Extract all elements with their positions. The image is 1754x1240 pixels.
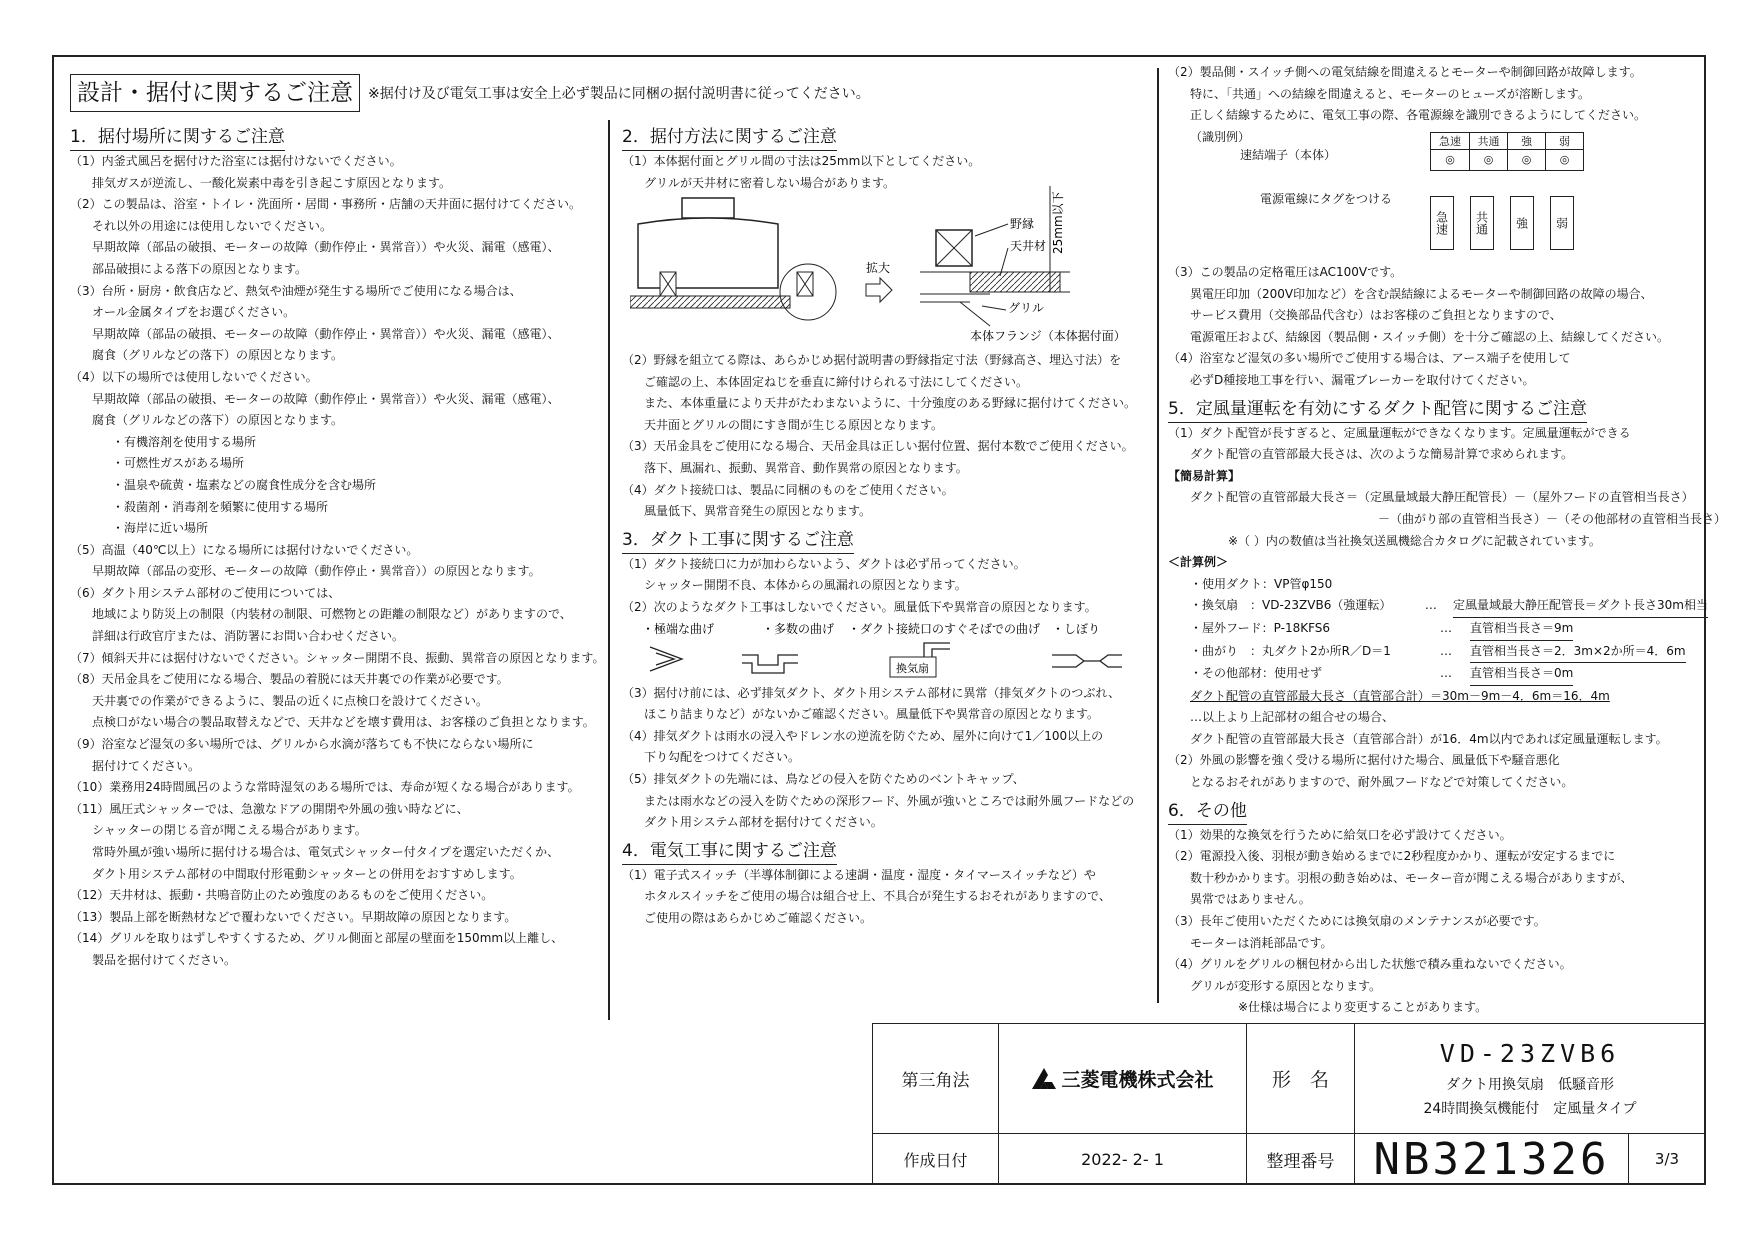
text-line: （識別例） [1190, 129, 1251, 144]
text-line: 異常ではありません。 [1190, 892, 1311, 907]
wire-tag: 急速 [1430, 196, 1454, 250]
bullet-item: ・殺菌剤・消毒剤を頻繁に使用する場所 [112, 499, 329, 514]
item-text: （2）製品側・スイッチ側への電気結線を間違えるとモーターや制御回路が故障します。 [1168, 65, 1642, 79]
company-cell [999, 1024, 1247, 1134]
column-divider-1 [608, 120, 610, 1020]
wire-tag: 強 [1510, 196, 1534, 250]
text-line: ＜計算例＞ [1168, 555, 1229, 570]
wire-tag: 弱 [1550, 196, 1574, 250]
text-line: 腐食（グリルなどの落下）の原因となります。 [92, 348, 344, 363]
text-line: 部品破損による落下の原因となります。 [92, 261, 308, 276]
text-line: 下り勾配をつけてください。 [644, 750, 801, 765]
text-line: 必ずD種接地工事を行い、漏電ブレーカーを取付けてください。 [1190, 372, 1535, 387]
text-line: シャッター開閉不良、本体からの風漏れの原因となります。 [644, 578, 967, 593]
text-line: 点検口がない場合の製品取替えなどで、天井などを壊す費用は、お客様のご負担となります。 [92, 715, 595, 730]
model-desc-2: 24時間換気機能付 定風量タイプ [1423, 1101, 1637, 1117]
seiri-label: 整理番号 [1247, 1134, 1355, 1184]
section-heading-row [1168, 392, 1708, 423]
text-line: ご使用の際はあらかじめご確認ください。 [644, 910, 873, 925]
section-heading: 5．定風量運転を有効にするダクト配管に関するご注意 [1168, 396, 1587, 423]
section-heading: 1．据付場所に関するご注意 [70, 124, 285, 151]
text-line: 地域により防災上の制限（内装材の制限、可燃物との距離の制限など）がありますので、 [92, 607, 572, 622]
section-heading-row [622, 834, 1152, 865]
section-heading: 6．その他 [1168, 798, 1247, 825]
item-text: （12）天井材は、振動・共鳴音防止のため強度のあるものをご使用ください。 [70, 888, 494, 903]
near-bend-icon [924, 643, 950, 657]
section-heading: 4．電気工事に関するご注意 [622, 838, 837, 865]
text-line: ホタルスイッチをご使用の場合は組合せ上、不具合が発生するおそれがありますので、 [644, 889, 1111, 904]
terminal-screw-icon: ◎ [1521, 153, 1532, 166]
item-text: （3）据付け前には、必ず排気ダクト、ダクト用システム部材に異常（排気ダクトのつぶれ、 [622, 685, 1121, 700]
item-text: （3）台所・厨房・飲食店など、熱気や油煙が発生する場所でご使用になる場合は、 [70, 283, 522, 298]
text-line: 製品を据付けてください。 [92, 952, 237, 967]
item-text: （5）排気ダクトの先端には、鳥などの侵入を防ぐためのベントキャップ、 [622, 771, 1025, 786]
text-line: －（曲がり部の直管相当長さ）－（その他部材の直管相当長さ） [1378, 511, 1727, 526]
terminal-col [1469, 133, 1507, 170]
installation-diagram [630, 176, 1140, 348]
item-text: （3）天吊金具をご使用になる場合、天吊金具は正しい据付位置、据付本数でご使用ください。 [622, 439, 1134, 454]
nobuchi-label: 野縁 [1010, 217, 1035, 231]
text-line: 早期故障（部品の破損、モーターの故障（動作停止・異常音））や火災、漏電（感電）、 [92, 326, 560, 341]
text-line: 腐食（グリルなどの落下）の原因となります。 [92, 413, 344, 428]
text-line: 正しく結線するために、電気工事の際、各電源線を識別できるようにしてください。 [1190, 108, 1647, 123]
calc-b: … [1440, 666, 1452, 681]
projection-cell: 第三角法 [873, 1024, 999, 1134]
item-text: （6）ダクト用システム部材のご使用については、 [70, 585, 341, 600]
terminal-screw-icon: ◎ [1483, 153, 1494, 166]
tenjo-label: 天井材 [1010, 239, 1047, 253]
text-line: となるおそれがありますので、耐外風フードなどで対策してください。 [1190, 775, 1574, 790]
item-text: （1）ダクト接続口に力が加わらないよう、ダクトは必ず吊ってください。 [622, 556, 1026, 571]
text-line: また、本体重量により天井がたわまないように、十分強度のある野縁に据付けてください。 [644, 396, 1137, 411]
item-text: （2）電源投入後、羽根が動き始めるまでに2秒程度かかり、運転が安定するまでに [1168, 849, 1616, 864]
wire-tags [1430, 196, 1574, 250]
text-line: ※（ ）内の数値は当社換気送風機総合カタログに記載されています。 [1228, 533, 1601, 548]
section-1-column [70, 120, 605, 972]
terminal-col-label: 急速 [1431, 133, 1469, 150]
text-line: 電源電圧および、結線図（製品側・スイッチ側）を十分ご確認の上、結線してください。 [1190, 329, 1670, 344]
terminal-table [1430, 132, 1584, 171]
calc-a: ・換気扇 ：VD-23ZVB6（強運転） [1190, 598, 1392, 613]
multi-bend-icon [742, 655, 798, 673]
item-text: （9）浴室など湿気の多い場所では、グリルから水滴が落ちても不快にならない場所に [70, 737, 534, 752]
terminal-label: 速結端子（本体） [1240, 148, 1337, 162]
text-line: モーターは消耗部品です。 [1190, 935, 1333, 950]
calc-row [1168, 595, 1708, 618]
text-line: ほこり詰まりなど）がないかご確認ください。風量低下や異常音の原因となります。 [644, 707, 1100, 722]
text-line: シャッターの閉じる音が聞こえる場合があります。 [92, 823, 367, 838]
terminal-col [1545, 133, 1583, 170]
calc-row [1168, 618, 1708, 641]
terminal-screw-icon: ◎ [1445, 153, 1455, 166]
text-line: ダクト配管の直管部最大長さ＝（定風量域最大静圧配管長）－（屋外フードの直管相当長さ） [1190, 490, 1694, 505]
text-line: 天井面とグリルの間にすき間が生じる原因となります。 [644, 417, 944, 432]
model-cell [1355, 1024, 1705, 1134]
item-text: （8）天吊金具をご使用になる場合、製品の着脱には天井裏での作業が必要です。 [70, 672, 509, 687]
text-line: 早期故障（部品の破損、モーターの故障（動作停止・異常音））や火災、漏電（感電）、 [92, 391, 560, 406]
section-heading: 2．据付方法に関するご注意 [622, 124, 837, 151]
item-text: （2）次のようなダクト工事はしないでください。風量低下や異常音の原因となります。 [622, 599, 1097, 614]
text-line: グリルが変形する原因となります。 [1190, 978, 1382, 993]
text-line: 落下、風漏れ、振動、異常音、動作異常の原因となります。 [644, 460, 968, 475]
date-value: 2022- 2- 1 [999, 1134, 1247, 1184]
calc-row [1168, 663, 1708, 686]
grill-label: グリル [1008, 301, 1045, 315]
duct-box-label: 換気扇 [896, 661, 929, 675]
item-text: （1）内釜式風呂を据付けた浴室には据付けないでください。 [70, 154, 402, 168]
duct-label-a: ・極端な曲げ [642, 621, 715, 636]
item-text: （13）製品上部を断熱材などで覆わないでください。早期故障の原因となります。 [70, 909, 517, 924]
text-line: 【簡易計算】 [1168, 468, 1241, 483]
page-number: 3/3 [1654, 1150, 1680, 1168]
text-line: それ以外の用途には使用しないでください。 [92, 218, 333, 233]
wiring-identification-example [1210, 132, 1680, 260]
item-text: （1）電子式スイッチ（半導体制御による速調・温度・湿度・タイマースイッチなど）や [622, 867, 1096, 882]
text-line: または雨水などの浸入を防ぐための深形フード、外風が強いところでは耐外風フードなどの [644, 793, 1135, 808]
kakudai-label: 拡大 [866, 261, 891, 275]
text-line: オール金属タイプをお選びください。 [92, 305, 296, 320]
bullet-item: ・海岸に近い場所 [112, 521, 209, 536]
calc-a: ・屋外フード：P-18KFS6 [1190, 620, 1331, 635]
section-5-6-column [1168, 262, 1727, 1019]
text-line: 風量低下、異常音発生の原因となります。 [644, 504, 872, 519]
item-text: （4）浴室など湿気の多い場所でご使用する場合は、アース端子を使用して [1168, 351, 1571, 366]
column-divider-2 [1157, 68, 1159, 1003]
item-text: （3）この製品の定格電圧はAC100Vです。 [1168, 265, 1403, 279]
title-block [872, 1023, 1706, 1185]
item-text: （2）この製品は、浴室・トイレ・洗面所・居間・事務所・店舗の天井面に据付けてください。 [70, 197, 582, 212]
calc-a: ・その他部材：使用せず [1190, 666, 1323, 681]
item-text: （10）業務用24時間風呂のような常時湿気のある場所では、寿命が短くなる場合があります。 [70, 780, 580, 795]
terminal-col-label: 弱 [1546, 133, 1583, 150]
duct-label-d: ・しぼり [1052, 621, 1101, 636]
terminal-col [1507, 133, 1545, 170]
header-note: ※据付け及び電気工事は安全上必ず製品に同梱の据付説明書に従ってください。 [368, 86, 870, 102]
tag-label: 電源電線にタグをつける [1260, 192, 1393, 206]
text-line: ダクト配管の直管部最大長さ（直管部合計）＝30m－9m－4．6m＝16．4m [1190, 688, 1610, 703]
dim-label: 25mm以下 [1051, 191, 1065, 254]
duct-bad-examples [622, 619, 1152, 683]
katamei-label: 形 名 [1247, 1024, 1355, 1134]
text-line: ※仕様は場合により変更することがあります。 [1238, 1000, 1488, 1015]
item-text: （1）効果的な換気を行うために給気口を必ず設けてください。 [1168, 827, 1512, 842]
text-line: ダクト配管の直管部最大長さは、次のような簡易計算で求められます。 [1190, 447, 1574, 462]
item-text: （11）風圧式シャッターでは、急激なドアの開閉や外風の強い時などに、 [70, 801, 469, 816]
constriction-icon [1052, 655, 1122, 667]
model-number: VD-23ZVB6 [1439, 1039, 1621, 1068]
text-line: ダクト配管の直管部最大長さ（直管部合計）が16．4m以内であれば定風量運転します。 [1190, 731, 1668, 746]
text-line: 据付けてください。 [92, 758, 201, 773]
text-line: 特に、「共通」への結線を間違えると、モーターのヒューズが溶断します。 [1190, 86, 1590, 101]
item-text: （14）グリルを取りはずしやすくするため、グリル側面と部屋の壁面を150mm以上離し、 [70, 931, 564, 946]
model-desc-1: ダクト用換気扇 低騒音形 [1446, 1077, 1614, 1093]
item-text: （1）本体据付面とグリル間の寸法は25mm以下としてください。 [622, 154, 981, 168]
mitsubishi-logo-icon [1031, 1068, 1057, 1090]
calc-b: … [1440, 643, 1452, 658]
duct-label-c: ・ダクト接続口のすぐそばでの曲げ [848, 621, 1041, 636]
item-text: （4）グリルをグリルの梱包材から出した状態で積み重ねないでください。 [1168, 957, 1572, 972]
item-text: （1）ダクト配管が長すぎると、定風量運転ができなくなります。定風量運転ができる [1168, 425, 1631, 440]
section-heading-row [622, 523, 1152, 554]
wire-tag: 共通 [1470, 196, 1494, 250]
item-text: （5）高温（40℃以上）になる場所には据付けないでください。 [70, 542, 419, 557]
calc-row [1168, 574, 1708, 596]
text-line: 常時外風が強い場所に据付ける場合は、電気式シャッター付タイプを選定いただくか、 [92, 845, 560, 859]
company-name: 三菱電機株式会社 [1061, 1069, 1214, 1091]
section-heading-row [70, 120, 600, 151]
bullet-item: ・温泉や硫黄・塩素などの腐食性成分を含む場所 [112, 477, 377, 492]
terminal-col-label: 強 [1508, 133, 1545, 150]
document-number: NB321326 [1355, 1134, 1629, 1184]
calc-c: 直管相当長さ＝2．3m×2か所＝4．6m [1470, 641, 1686, 664]
duct-label-b: ・多数の曲げ [762, 621, 835, 636]
sharp-bend-icon [650, 647, 682, 671]
flange-label: 本体フランジ（本体据付面） [970, 329, 1126, 343]
calc-a: ・曲がり ：丸ダクト2か所R／D＝1 [1190, 643, 1391, 658]
text-line: 数十秒かかります。羽根の動き始めは、モーター音が聞こえる場合がありますが、 [1190, 870, 1633, 885]
terminal-col [1431, 133, 1469, 170]
item-text: （4）ダクト接続口は、製品に同梱のものをご使用ください。 [622, 482, 954, 497]
calc-c: 定風量域最大静圧配管長＝ダクト長さ30m相当 [1453, 595, 1708, 618]
item-text: （4）排気ダクトは雨水の浸入やドレン水の逆流を防ぐため、屋外に向けて1／100以上の [622, 728, 1104, 743]
terminal-screw-icon: ◎ [1559, 153, 1570, 166]
item-text: （2）外風の影響を強く受ける場所に据付けた場合、風量低下や騒音悪化 [1168, 753, 1560, 768]
text-line: ご確認の上、本体固定ねじを垂直に締付けられる寸法にしてください。 [644, 374, 1029, 389]
page-title: 設計・据付に関するご注意 [70, 74, 360, 112]
text-line: 異電圧印加（200V印加など）を含む誤結線によるモーターや制御回路の故障の場合、 [1190, 286, 1653, 301]
text-line: ダクト用システム部材の中間取付形電動シャッターとの併用をおすすめします。 [92, 866, 522, 881]
item-text: （2）野縁を組立てる際は、あらかじめ据付説明書の野縁指定寸法（野縁高さ、埋込寸法）を [622, 353, 1122, 367]
text-line: 詳細は行政官庁または、消防署にお問い合わせください。 [92, 629, 405, 644]
item-text: （3）長年ご使用いただくためには換気扇のメンテナンスが必要です。 [1168, 914, 1546, 929]
text-line: 排気ガスが逆流し、一酸化炭素中毒を引き起こす原因となります。 [92, 175, 452, 190]
text-line: …以上より上記部材の組合せの場合、 [1190, 710, 1395, 725]
calc-row [1168, 641, 1708, 664]
section-2-4-column [622, 350, 1152, 929]
calc-c: 直管相当長さ＝9m [1470, 618, 1573, 641]
calc-b: … [1424, 598, 1437, 613]
text-line: グリルが天井材に密着しない場合があります。 [644, 175, 896, 190]
section-heading-row [1168, 794, 1708, 825]
calc-c: 直管相当長さ＝0m [1470, 663, 1573, 686]
date-label: 作成日付 [873, 1134, 999, 1184]
terminal-col-label: 共通 [1470, 133, 1507, 150]
text-line: 天井裏での作業ができるように、製品の近くに点検口を設けてください。 [92, 693, 489, 708]
calc-b: … [1440, 620, 1452, 635]
text-line: 早期故障（部品の変形、モーターの故障（動作停止・異常音））の原因となります。 [92, 564, 541, 579]
text-line: 早期故障（部品の破損、モーターの故障（動作停止・異常音））や火災、漏電（感電）、 [92, 240, 560, 255]
item-text: （7）傾斜天井には据付けないでください。シャッター開閉不良、振動、異常音の原因となります。 [70, 650, 605, 665]
section-heading-row [622, 120, 1152, 151]
text-line: サービス費用（交換部品代含む）はお客様のご負担となりますので、 [1190, 308, 1562, 323]
text-line: ダクト用システム部材を据付けてください。 [644, 815, 883, 830]
item-text: （4）以下の場所では使用しないでください。 [70, 369, 318, 384]
calc-b [1440, 574, 1470, 596]
duct-examples-diagram [622, 619, 1142, 683]
section-heading: 3．ダクト工事に関するご注意 [622, 527, 854, 554]
bullet-item: ・可燃性ガスがある場所 [112, 456, 245, 471]
calc-a: ・使用ダクト：VP管φ150 [1190, 576, 1333, 591]
bullet-item: ・有機溶剤を使用する場所 [112, 434, 257, 449]
